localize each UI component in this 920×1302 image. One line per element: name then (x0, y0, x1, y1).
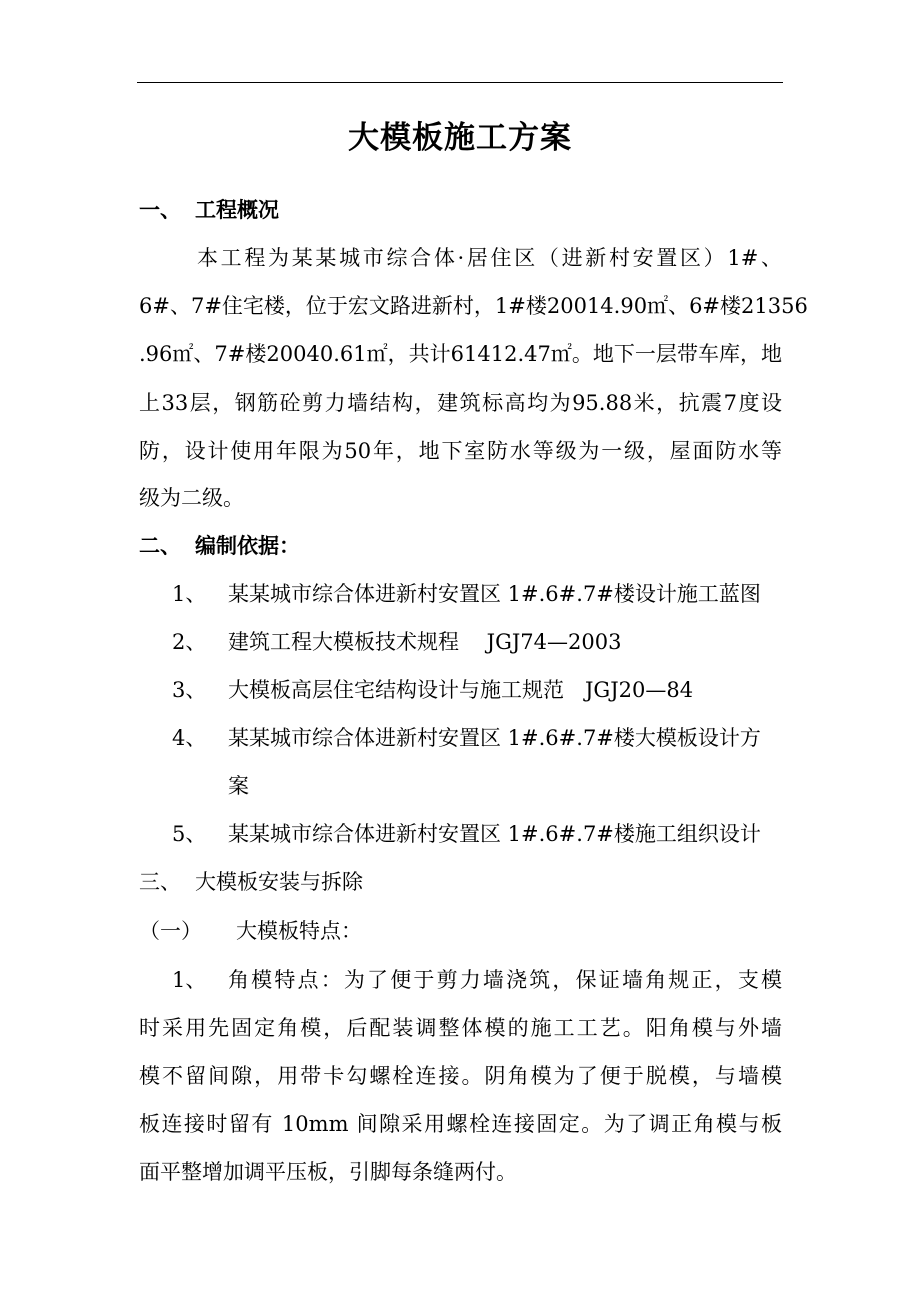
section1-paragraph-line: 级为二级。 (139, 486, 244, 510)
basis-item-text: 某某城市综合体进新村安置区 1#.6#.7#楼设计施工蓝图 (228, 582, 761, 606)
point1-line: 模不留间隙，用带卡勾螺栓连接。阴角模为了便于脱模，与墙模 (139, 1064, 782, 1088)
basis-item-number: 2、 (172, 630, 207, 654)
section1-heading: 工程概况 (195, 197, 279, 222)
section1-number: 一、 (139, 197, 181, 222)
point1-line: 板连接时留有 10mm 间隙采用螺栓连接固定。为了调正角模与板 (139, 1112, 782, 1136)
basis-item-number: 3、 (172, 678, 207, 702)
section1-paragraph-line: .96㎡、7#楼20040.61㎡，共计61412.47㎡。地下一层带车库，地 (139, 342, 782, 366)
basis-item-text: 建筑工程大模板技术规程 JGJ74—2003 (228, 630, 622, 654)
page-title: 大模板施工方案 (348, 120, 572, 156)
point1-line: 时采用先固定角模，后配装调整体模的施工工艺。阳角模与外墙 (139, 1016, 782, 1040)
section1-paragraph-line: 上33层，钢筋砼剪力墙结构，建筑标高均为95.88米，抗震7度设 (139, 391, 782, 415)
section1-paragraph-line: 6#、7#住宅楼，位于宏文路进新村，1#楼20014.90㎡、6#楼21356 (139, 294, 808, 318)
basis-item-text: 大模板高层住宅结构设计与施工规范 JGJ20—84 (228, 678, 694, 702)
header-rule (137, 82, 783, 83)
section1-paragraph-line: 防，设计使用年限为50年，地下室防水等级为一级，屋面防水等 (139, 439, 782, 463)
point1-line: 面平整增加调平压板，引脚每条缝两付。 (139, 1160, 517, 1184)
basis-item-text: 某某城市综合体进新村安置区 1#.6#.7#楼施工组织设计 (228, 822, 761, 846)
section2-number: 二、 (139, 533, 181, 558)
basis-item-continuation: 案 (228, 774, 249, 798)
point1-first-line: 角模特点：为了便于剪力墙浇筑，保证墙角规正，支模 (228, 968, 782, 992)
basis-item-number: 1、 (172, 582, 207, 606)
basis-item-number: 4、 (172, 726, 207, 750)
section2-heading: 编制依据： (195, 533, 300, 558)
basis-item-number: 5、 (172, 822, 207, 846)
section1-paragraph-line: 本工程为某某城市综合体·居住区（进新村安置区）1#、 (197, 246, 782, 270)
subsection1-number: （一） (139, 919, 202, 943)
section3-heading: 大模板安装与拆除 (195, 870, 363, 894)
subsection1-heading: 大模板特点： (236, 919, 362, 943)
section3-number: 三、 (139, 870, 181, 894)
point1-number: 1、 (172, 968, 207, 992)
basis-item-text: 某某城市综合体进新村安置区 1#.6#.7#楼大模板设计方 (228, 726, 761, 750)
